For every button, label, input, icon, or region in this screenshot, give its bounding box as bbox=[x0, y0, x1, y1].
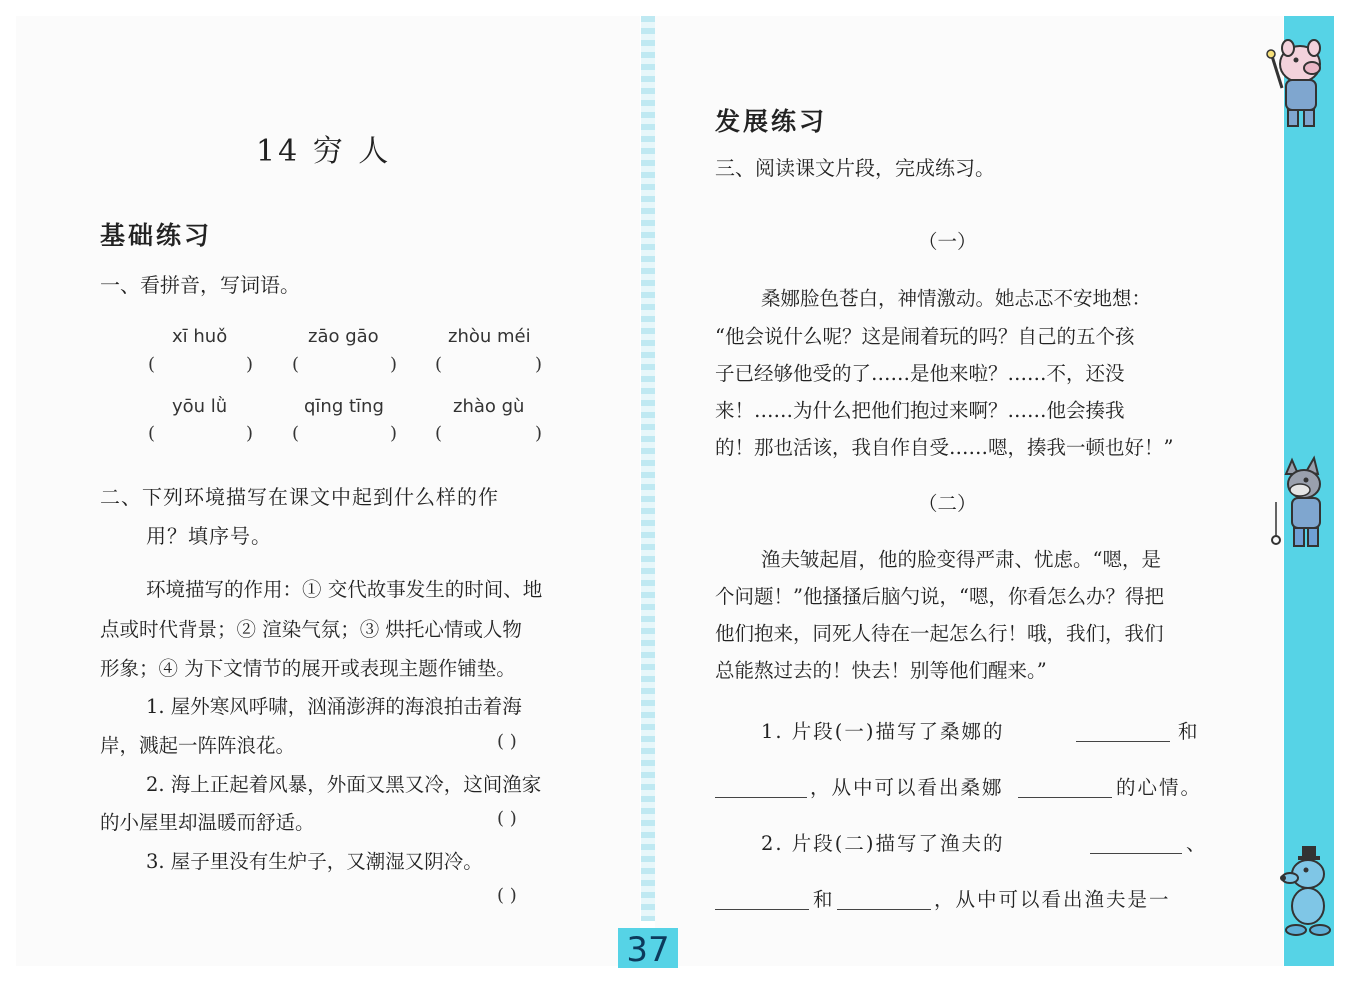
exercise-2-text: 2. 片段(二)描写了渔夫的 bbox=[761, 832, 1005, 855]
pinyin-5: qīng tīng bbox=[304, 396, 384, 417]
page-divider bbox=[641, 16, 655, 921]
fill-blank[interactable] bbox=[1090, 852, 1182, 854]
exercise-2-text: 、 bbox=[1186, 832, 1206, 855]
answer-box-close: ) bbox=[535, 354, 543, 375]
answer-box-open: ( bbox=[148, 423, 156, 444]
answer-box-open: ( bbox=[435, 423, 443, 444]
pig-cartoon-icon bbox=[1258, 36, 1338, 132]
exercise-1-text: 1. 片段(一)描写了桑娜的 bbox=[761, 720, 1005, 743]
pinyin-1: xī huǒ bbox=[172, 326, 228, 347]
exercise-2-text: ，从中可以看出渔夫是一 bbox=[934, 888, 1171, 911]
passage-line: 他们抱来，同死人待在一起怎么行！哦，我们，我们 bbox=[715, 622, 1164, 645]
answer-box-close: ) bbox=[246, 423, 254, 444]
answer-box-close: ) bbox=[390, 423, 398, 444]
answer-paren: ( ) bbox=[497, 808, 517, 829]
passage-line: 来！……为什么把他们抱过来啊？……他会揍我 bbox=[715, 399, 1125, 422]
fill-blank[interactable] bbox=[715, 796, 807, 798]
fill-blank[interactable] bbox=[715, 908, 809, 910]
part-1-label: （一） bbox=[918, 230, 977, 253]
text-line: 的小屋里却温暖而舒适。 bbox=[100, 811, 315, 834]
exercise-1-text: 的心情。 bbox=[1116, 776, 1203, 799]
answer-paren: ( ) bbox=[497, 885, 517, 906]
passage-line: 渔夫皱起眉，他的脸变得严肃、忧虑。“嗯，是 bbox=[761, 548, 1161, 571]
wolf-cartoon-icon bbox=[1266, 454, 1338, 554]
passage-line: 个问题！”他搔搔后脑勺说，“嗯，你看怎么办？得把 bbox=[715, 585, 1164, 608]
passage-line: 总能熬过去的！快去！别等他们醒来。” bbox=[715, 659, 1047, 682]
text-line: 1. 屋外寒风呼啸，汹涌澎湃的海浪拍击着海 bbox=[146, 695, 522, 718]
pinyin-2: zāo gāo bbox=[308, 326, 379, 347]
question-2-title-cont: 用？填序号。 bbox=[146, 524, 272, 548]
question-2-title: 二、下列环境描写在课文中起到什么样的作 bbox=[100, 485, 499, 509]
pinyin-4: yōu lǜ bbox=[172, 396, 228, 417]
exercise-1-text: ，从中可以看出桑娜 bbox=[810, 776, 1004, 799]
answer-box-open: ( bbox=[292, 354, 300, 375]
passage-line: 子已经够他受的了……是他来啦？……不，还没 bbox=[715, 362, 1125, 385]
question-1-title: 一、看拼音，写词语。 bbox=[100, 273, 300, 297]
answer-box-open: ( bbox=[148, 354, 156, 375]
answer-box-close: ) bbox=[390, 354, 398, 375]
passage-line: 的！那也活该，我自作自受……嗯，揍我一顿也好！” bbox=[715, 436, 1174, 459]
pinyin-3: zhòu méi bbox=[448, 326, 531, 347]
lesson-title: 14 穷 人 bbox=[256, 134, 392, 169]
fill-blank[interactable] bbox=[1076, 740, 1170, 742]
page-number: 37 bbox=[618, 928, 678, 968]
text-line: 3. 屋子里没有生炉子，又潮湿又阴冷。 bbox=[146, 850, 483, 873]
fill-blank[interactable] bbox=[1018, 796, 1112, 798]
question-3-title: 三、阅读课文片段，完成练习。 bbox=[715, 156, 995, 180]
text-line: 岸，溅起一阵阵浪花。 bbox=[100, 734, 296, 757]
answer-box-open: ( bbox=[435, 354, 443, 375]
answer-box-open: ( bbox=[292, 423, 300, 444]
passage-line: 桑娜脸色苍白，神情激动。她忐忑不安地想： bbox=[761, 287, 1152, 310]
passage-line: “他会说什么呢？这是闹着玩的吗？自己的五个孩 bbox=[715, 325, 1135, 348]
exercise-2-text: 和 bbox=[813, 888, 833, 911]
part-2-label: （二） bbox=[918, 492, 977, 515]
answer-box-close: ) bbox=[246, 354, 254, 375]
text-line: 环境描写的作用：① 交代故事发生的时间、地 bbox=[146, 578, 543, 601]
pinyin-6: zhào gù bbox=[453, 396, 525, 417]
section-development-title: 发展练习 bbox=[715, 107, 828, 136]
text-line: 点或时代背景；② 渲染气氛；③ 烘托心情或人物 bbox=[100, 618, 522, 641]
answer-paren: ( ) bbox=[497, 731, 517, 752]
answer-box-close: ) bbox=[535, 423, 543, 444]
section-basic-title: 基础练习 bbox=[100, 221, 213, 250]
fill-blank[interactable] bbox=[837, 908, 931, 910]
dog-cartoon-icon bbox=[1266, 842, 1340, 942]
text-line: 形象；④ 为下文情节的展开或表现主题作铺垫。 bbox=[100, 657, 516, 680]
text-line: 2. 海上正起着风暴，外面又黑又冷，这间渔家 bbox=[146, 773, 542, 796]
exercise-1-text: 和 bbox=[1178, 720, 1198, 743]
